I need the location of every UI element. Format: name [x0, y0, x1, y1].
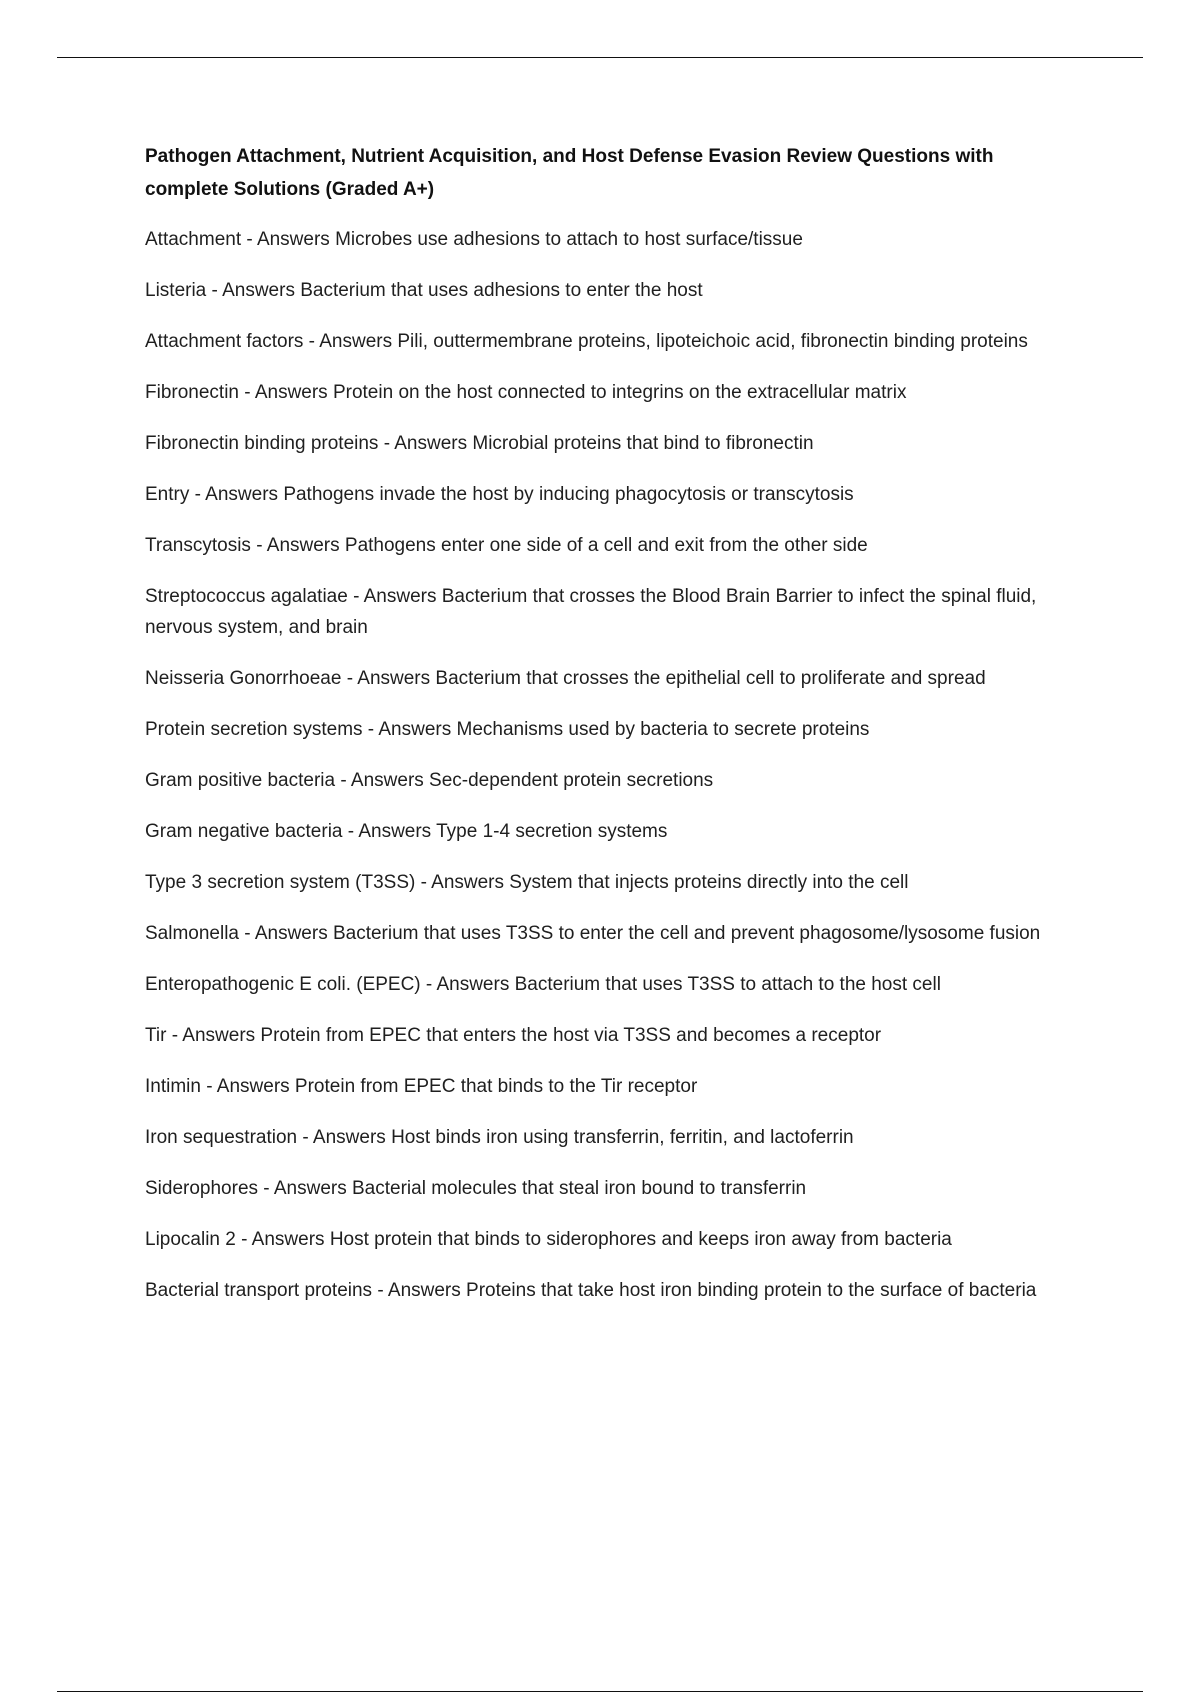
- qa-entry: Neisseria Gonorrhoeae - Answers Bacterium that crosses the epithelial cell to proliferate and spread: [145, 668, 986, 689]
- qa-entry: Transcytosis - Answers Pathogens enter one side of a cell and exit from the other side: [145, 535, 868, 556]
- qa-entry: Bacterial transport proteins - Answers Proteins that take host iron binding protein to the surface of bacteria: [145, 1280, 1037, 1301]
- qa-entry: Salmonella - Answers Bacterium that uses T3SS to enter the cell and prevent phagosome/lysosome fusion: [145, 923, 1041, 944]
- document-body: [145, 140, 1065, 1326]
- qa-entry: Protein secretion systems - Answers Mechanisms used by bacteria to secrete proteins: [145, 719, 870, 740]
- qa-entry: Siderophores - Answers Bacterial molecules that steal iron bound to transferrin: [145, 1178, 807, 1199]
- qa-entry: Intimin - Answers Protein from EPEC that binds to the Tir receptor: [145, 1076, 698, 1097]
- qa-entry: Entry - Answers Pathogens invade the host by inducing phagocytosis or transcytosis: [145, 484, 854, 505]
- qa-entry: Fibronectin binding proteins - Answers Microbial proteins that bind to fibronectin: [145, 433, 814, 454]
- qa-entry: Iron sequestration - Answers Host binds iron using transferrin, ferritin, and lactoferrin: [145, 1127, 854, 1148]
- qa-entry: Fibronectin - Answers Protein on the host connected to integrins on the extracellular matrix: [145, 382, 907, 403]
- qa-entry: Tir - Answers Protein from EPEC that enters the host via T3SS and becomes a receptor: [145, 1025, 882, 1046]
- qa-entry: Type 3 secretion system (T3SS) - Answers System that injects proteins directly into the cell: [145, 872, 909, 893]
- footer-rule: [57, 1691, 1143, 1692]
- qa-entry: Lipocalin 2 - Answers Host protein that binds to siderophores and keeps iron away from bacteria: [145, 1229, 952, 1250]
- header-rule: [57, 57, 1143, 58]
- qa-entry: Attachment - Answers Microbes use adhesions to attach to host surface/tissue: [145, 229, 803, 250]
- qa-entry: Gram positive bacteria - Answers Sec-dependent protein secretions: [145, 770, 714, 791]
- qa-entry: Enteropathogenic E coli. (EPEC) - Answers Bacterium that uses T3SS to attach to the host cell: [145, 974, 941, 995]
- qa-entry: Streptococcus agalatiae - Answers Bacterium that crosses the Blood Brain Barrier to infect the spinal fluid, nervous system, and brain: [145, 586, 1037, 638]
- document-title: Pathogen Attachment, Nutrient Acquisition, and Host Defense Evasion Review Questions with complete Solutions (Graded A+): [145, 146, 994, 200]
- qa-entry: Listeria - Answers Bacterium that uses adhesions to enter the host: [145, 280, 703, 301]
- qa-entry: Gram negative bacteria - Answers Type 1-4 secretion systems: [145, 821, 668, 842]
- qa-entry: Attachment factors - Answers Pili, outtermembrane proteins, lipoteichoic acid, fibronectin binding proteins: [145, 331, 1028, 352]
